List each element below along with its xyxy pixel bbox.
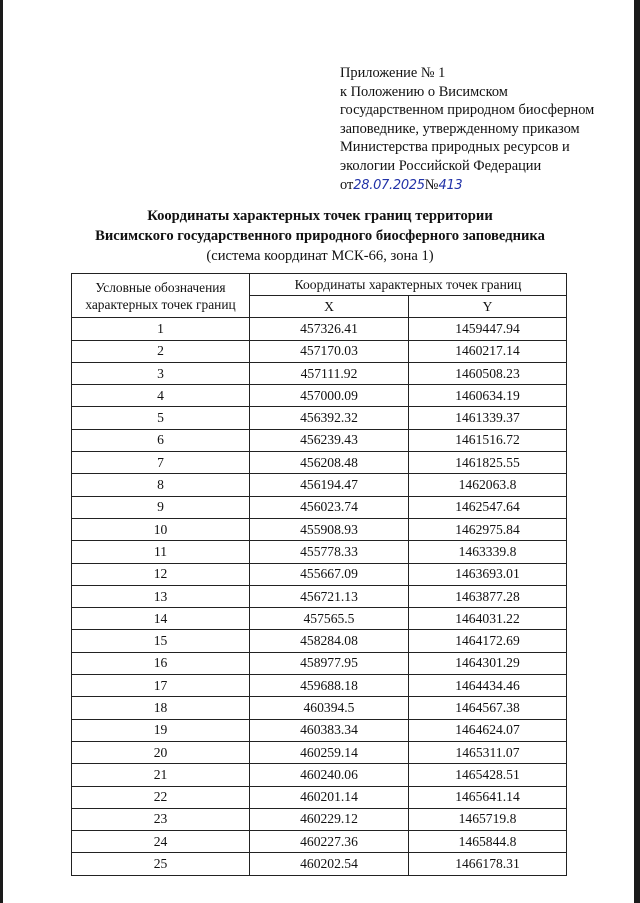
point-number-cell: 15: [72, 630, 250, 652]
x-coordinate-cell: 460240.06: [250, 764, 409, 786]
table-row: [72, 407, 567, 429]
y-coordinate-cell: 1463693.01: [409, 563, 567, 585]
title-line-1: Координаты характерных точек границ территории: [147, 208, 493, 224]
point-number-cell: 6: [72, 429, 250, 451]
point-number-cell: 10: [72, 518, 250, 540]
header-y: Y: [409, 296, 567, 318]
point-number-cell: 23: [72, 808, 250, 830]
y-coordinate-cell: 1465719.8: [409, 808, 567, 830]
x-coordinate-cell: 460383.34: [250, 719, 409, 741]
y-coordinate-cell: 1464434.46: [409, 675, 567, 697]
table-row: [72, 652, 567, 674]
point-number-cell: 17: [72, 675, 250, 697]
table-row: [72, 362, 567, 384]
x-coordinate-cell: 456023.74: [250, 496, 409, 518]
y-coordinate-cell: 1465641.14: [409, 786, 567, 808]
x-coordinate-cell: 455778.33: [250, 541, 409, 563]
table-row: [72, 585, 567, 607]
table-row: [72, 697, 567, 719]
y-coordinate-cell: 1463877.28: [409, 585, 567, 607]
point-number-cell: 11: [72, 541, 250, 563]
y-coordinate-cell: 1462547.64: [409, 496, 567, 518]
appendix-line: государственном природном биосферном: [340, 102, 595, 119]
point-number-cell: 2: [72, 340, 250, 362]
y-coordinate-cell: 1465311.07: [409, 741, 567, 763]
table-row: [72, 786, 567, 808]
x-coordinate-cell: 460201.14: [250, 786, 409, 808]
table-row: [72, 541, 567, 563]
point-number-cell: 7: [72, 452, 250, 474]
appendix-line: к Положению о Висимском: [340, 83, 508, 100]
x-coordinate-cell: 460227.36: [250, 831, 409, 853]
title-line-3: (система координат МСК-66, зона 1): [206, 248, 434, 264]
table-row: [72, 340, 567, 362]
point-number-cell: 3: [72, 362, 250, 384]
y-coordinate-cell: 1464567.38: [409, 697, 567, 719]
header-coordinates: Координаты характерных точек границ: [250, 274, 567, 296]
x-coordinate-cell: 456194.47: [250, 474, 409, 496]
x-coordinate-cell: 457111.92: [250, 362, 409, 384]
header-point-designation: Условные обозначения характерных точек границ: [72, 274, 250, 318]
point-number-cell: 9: [72, 496, 250, 518]
point-number-cell: 20: [72, 741, 250, 763]
appendix-line: Министерства природных ресурсов и: [340, 139, 570, 156]
y-coordinate-cell: 1464301.29: [409, 652, 567, 674]
y-coordinate-cell: 1462063.8: [409, 474, 567, 496]
x-coordinate-cell: 457170.03: [250, 340, 409, 362]
title-line-2: Висимского государственного природного биосферного заповедника: [95, 228, 545, 244]
order-date-line: [340, 176, 635, 196]
y-coordinate-cell: 1462975.84: [409, 518, 567, 540]
table-row: [72, 741, 567, 763]
point-number-cell: 21: [72, 764, 250, 786]
coordinates-table: [71, 273, 567, 876]
handwritten-date: 28.07.2025: [353, 177, 425, 193]
x-coordinate-cell: 460202.54: [250, 853, 409, 875]
table-row: [72, 764, 567, 786]
table-row: [72, 608, 567, 630]
y-coordinate-cell: 1464624.07: [409, 719, 567, 741]
x-coordinate-cell: 456239.43: [250, 429, 409, 451]
table-row: [72, 318, 567, 340]
coordinates-table-body: [72, 318, 567, 875]
y-coordinate-cell: 1466178.31: [409, 853, 567, 875]
x-coordinate-cell: 460259.14: [250, 741, 409, 763]
y-coordinate-cell: 1465428.51: [409, 764, 567, 786]
table-row: [72, 630, 567, 652]
point-number-cell: 4: [72, 385, 250, 407]
y-coordinate-cell: 1463339.8: [409, 541, 567, 563]
y-coordinate-cell: 1461825.55: [409, 452, 567, 474]
x-coordinate-cell: 455667.09: [250, 563, 409, 585]
appendix-line: заповеднике, утвержденному приказом: [340, 120, 580, 137]
date-prefix: от: [340, 176, 354, 193]
header-x: X: [250, 296, 409, 318]
table-row: [72, 429, 567, 451]
y-coordinate-cell: 1461339.37: [409, 407, 567, 429]
point-number-cell: 16: [72, 652, 250, 674]
point-number-cell: 18: [72, 697, 250, 719]
y-coordinate-cell: 1461516.72: [409, 429, 567, 451]
table-row: [72, 831, 567, 853]
table-row: [72, 474, 567, 496]
point-number-cell: 22: [72, 786, 250, 808]
y-coordinate-cell: 1460634.19: [409, 385, 567, 407]
x-coordinate-cell: 455908.93: [250, 518, 409, 540]
y-coordinate-cell: 1459447.94: [409, 318, 567, 340]
table-row: [72, 563, 567, 585]
table-row: [72, 719, 567, 741]
x-coordinate-cell: 456208.48: [250, 452, 409, 474]
x-coordinate-cell: 457000.09: [250, 385, 409, 407]
number-sign: №: [424, 176, 439, 193]
point-number-cell: 1: [72, 318, 250, 340]
y-coordinate-cell: 1464031.22: [409, 608, 567, 630]
point-number-cell: 24: [72, 831, 250, 853]
x-coordinate-cell: 459688.18: [250, 675, 409, 697]
table-row: [72, 675, 567, 697]
appendix-block: [340, 64, 635, 195]
x-coordinate-cell: 458284.08: [250, 630, 409, 652]
x-coordinate-cell: 456721.13: [250, 585, 409, 607]
handwritten-number: 413: [438, 177, 463, 193]
point-number-cell: 5: [72, 407, 250, 429]
x-coordinate-cell: 460229.12: [250, 808, 409, 830]
point-number-cell: 25: [72, 853, 250, 875]
table-row: [72, 518, 567, 540]
table-row: [72, 452, 567, 474]
y-coordinate-cell: 1465844.8: [409, 831, 567, 853]
point-number-cell: 14: [72, 608, 250, 630]
table-row: [72, 853, 567, 875]
scan-edge-left: [0, 0, 3, 903]
x-coordinate-cell: 457565.5: [250, 608, 409, 630]
point-number-cell: 8: [72, 474, 250, 496]
table-row: [72, 385, 567, 407]
y-coordinate-cell: 1460508.23: [409, 362, 567, 384]
document-title: [0, 206, 640, 266]
point-number-cell: 19: [72, 719, 250, 741]
x-coordinate-cell: 458977.95: [250, 652, 409, 674]
appendix-line: Приложение № 1: [340, 65, 446, 81]
y-coordinate-cell: 1460217.14: [409, 340, 567, 362]
x-coordinate-cell: 460394.5: [250, 697, 409, 719]
appendix-line: экологии Российской Федерации: [340, 157, 542, 174]
x-coordinate-cell: 457326.41: [250, 318, 409, 340]
point-number-cell: 13: [72, 585, 250, 607]
x-coordinate-cell: 456392.32: [250, 407, 409, 429]
table-row: [72, 496, 567, 518]
point-number-cell: 12: [72, 563, 250, 585]
table-row: [72, 808, 567, 830]
y-coordinate-cell: 1464172.69: [409, 630, 567, 652]
